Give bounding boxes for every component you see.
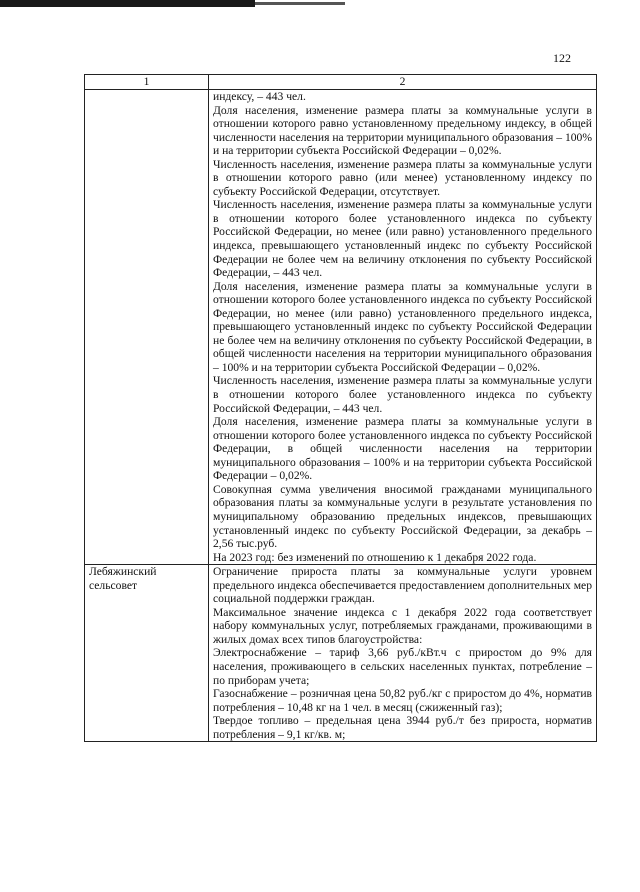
table-row (85, 90, 597, 565)
paragraph: Максимальное значение индекса с 1 декабря 2022 года соответствует набору коммунальных услуг, потребляемых гражданами, проживающими в жилых домах всех типов благоустройства: (213, 605, 592, 646)
paragraph: Газоснабжение – розничная цена 50,82 руб./кг с приростом до 4%, норматив потребления – 10,48 кг на 1 чел. в месяц (сжиженный газ); (213, 687, 592, 714)
paragraph: Численность населения, изменение размера платы за коммунальные услуги в отношении которого более установленного индекса по субъекту Российской Федерации, – 443 чел. (213, 374, 592, 415)
paragraph: Численность населения, изменение размера платы за коммунальные услуги в отношении которого более установленного индекса по субъекту Российской Федерации, но менее (или равно) установленного предельного индекса, превышающего установленный индекс по субъекту Российской Федерации не более чем на величину отклонения по субъекту Российской Федерации, – 443 чел. (213, 198, 592, 280)
scan-edge-mark (255, 2, 345, 5)
paragraph: индексу, – 443 чел. (213, 90, 306, 103)
paragraph: Доля населения, изменение размера платы за коммунальные услуги в отношении которого более установленного индекса по субъекту Российской Федерации, в общей численности населения на территории муниципального образования – 100% и на территории субъекта Российской Федерации – 0,02%. (213, 415, 592, 483)
table-header-row (85, 75, 597, 90)
paragraph: Ограничение прироста платы за коммунальные услуги уровнем предельного индекса обеспечивается предоставлением дополнительных мер социальной поддержки граждан. (213, 565, 592, 606)
paragraph: Доля населения, изменение размера платы за коммунальные услуги в отношении которого равно установленному предельному индексу, в общей численности населения на территории муниципального образования – 100% и на территории субъекта Российской Федерации – 0,02%. (213, 103, 592, 158)
page-number: 122 (553, 51, 571, 65)
paragraph: Численность населения, изменение размера платы за коммунальные услуги в отношении которого равно (или менее) установленному индексу по субъекту Российской Федерации, отсутствует. (213, 157, 592, 198)
column-header: 2 (209, 75, 597, 90)
paragraph: Доля населения, изменение размера платы за коммунальные услуги в отношении которого более установленного индекса по субъекту Российской Федерации, но менее (или равно) установленного предельного индекса, превышающего установленный индекс по субъекту Российской Федерации не более чем на величину отклонения по субъекту Российской Федерации, в общей численности населения на территории муниципального образования – 100% и на территории субъекта Российской Федерации – 0,02%. (213, 279, 592, 374)
paragraph: Твердое топливо – предельная цена 3944 руб./т без прироста, норматив потребления – 9,1 кг/кв. м; (213, 714, 592, 741)
description-cell (209, 565, 597, 742)
paragraph: Совокупная сумма увеличения вносимой гражданами муниципального образования платы за коммунальные услуги в результате установления по муниципальному образованию предельных индексов, превышающих установленный индекс по субъекту Российской Федерации, за декабрь – 2,56 тыс.руб. (213, 482, 592, 551)
table-row (85, 565, 597, 742)
municipality-cell (85, 90, 209, 565)
paragraph: Электроснабжение – тариф 3,66 руб./кВт.ч с приростом до 9% для населения, проживающего в сельских населенных пунктах, потребление – по приборам учета; (213, 646, 592, 687)
paragraph: На 2023 год: без изменений по отношению к 1 декабря 2022 года. (213, 550, 537, 564)
document-table (84, 74, 597, 742)
description-cell (209, 90, 597, 565)
column-header: 1 (85, 75, 209, 90)
municipality-cell: Лебяжинский сельсовет (85, 565, 209, 742)
scan-edge-mark (0, 0, 255, 7)
